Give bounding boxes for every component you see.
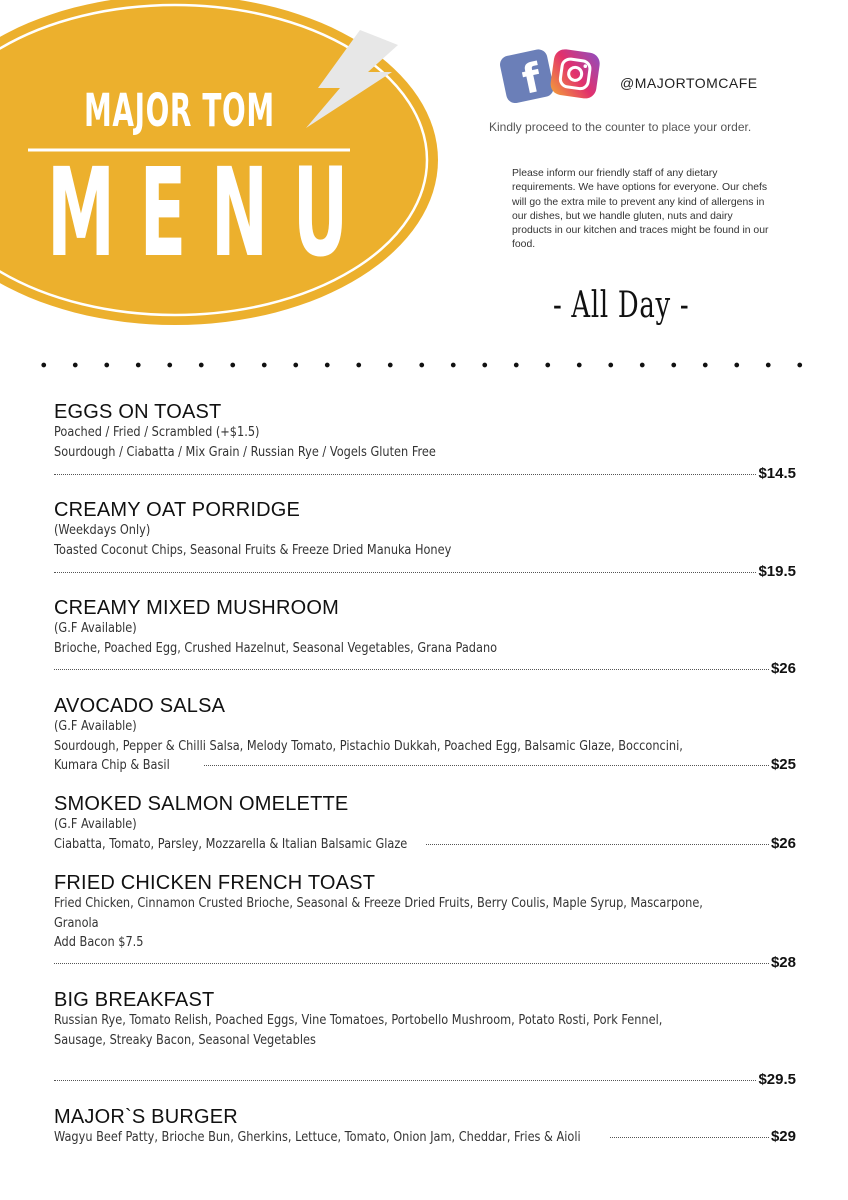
price-row bbox=[54, 563, 796, 580]
item-name: AVOCADO SALSA bbox=[54, 695, 226, 717]
menu-item-majors-burger bbox=[54, 1106, 796, 1152]
item-price: $28 bbox=[770, 954, 796, 971]
facebook-icon bbox=[498, 48, 556, 105]
dotted-leader bbox=[54, 572, 756, 573]
menu-item-eggs-on-toast bbox=[54, 401, 796, 485]
menu-item-fried-chicken-french-toast bbox=[54, 872, 796, 976]
svg-text:f: f bbox=[518, 55, 545, 104]
item-price: $25 bbox=[770, 756, 796, 773]
item-description: Sourdough, Pepper & Chilli Salsa, Melody Tomato, Pistachio Dukkah, Poached Egg, Balsamic Glaze, Bocconcini, bbox=[54, 737, 683, 754]
item-description: (G.F Available) bbox=[54, 620, 137, 636]
item-description: Kumara Chip & Basil bbox=[54, 757, 170, 773]
item-name: CREAMY OAT PORRIDGE bbox=[54, 499, 301, 521]
price-row bbox=[54, 1071, 796, 1088]
item-description: Sourdough / Ciabatta / Mix Grain / Russian Rye / Vogels Gluten Free bbox=[54, 443, 436, 460]
item-description: Brioche, Poached Egg, Crushed Hazelnut, Seasonal Vegetables, Grana Padano bbox=[54, 639, 498, 656]
item-description: Add Bacon $7.5 bbox=[54, 934, 144, 950]
item-name: FRIED CHICKEN FRENCH TOAST bbox=[54, 872, 376, 894]
item-price: $29.5 bbox=[758, 1071, 796, 1088]
menu-item-creamy-oat-porridge bbox=[54, 499, 796, 583]
item-name: BIG BREAKFAST bbox=[54, 989, 215, 1011]
dietary-note: Please inform our friendly staff of any dietary requirements. We have options for everyone. Our chefs will go the extra mile to prevent any kind of allergens in our dishes, but we handle gluten, nuts and dairy products in our kitchen and traces might be found in our food. bbox=[512, 168, 769, 251]
item-description: (G.F Available) bbox=[54, 718, 137, 734]
item-price: $14.5 bbox=[758, 465, 796, 482]
item-price: $26 bbox=[770, 834, 796, 852]
item-description: (Weekdays Only) bbox=[54, 522, 151, 538]
item-description: Granola bbox=[54, 914, 99, 931]
item-description: Poached / Fried / Scrambled (+$1.5) bbox=[54, 424, 260, 440]
item-description: Ciabatta, Tomato, Parsley, Mozzarella & Italian Balsamic Glaze bbox=[54, 835, 408, 852]
order-note: Kindly proceed to the counter to place your order. bbox=[489, 120, 752, 134]
item-price: $19.5 bbox=[758, 563, 796, 580]
menu-item-smoked-salmon-omelette bbox=[54, 793, 796, 857]
price-row bbox=[54, 465, 796, 482]
item-price: $26 bbox=[770, 660, 796, 677]
item-name: MAJOR`S BURGER bbox=[54, 1106, 238, 1128]
item-description: (G.F Available) bbox=[54, 816, 137, 832]
social-handle[interactable]: @MAJORTOMCAFE bbox=[620, 75, 758, 91]
dotted-leader bbox=[54, 474, 756, 475]
price-row bbox=[54, 1128, 796, 1148]
menu-title: MENU bbox=[47, 142, 373, 284]
social-icons bbox=[498, 45, 602, 105]
price-row bbox=[54, 835, 796, 855]
item-name: SMOKED SALMON OMELETTE bbox=[54, 793, 349, 815]
price-row bbox=[54, 660, 796, 677]
dotted-leader bbox=[54, 963, 769, 964]
item-description: Sausage, Streaky Bacon, Seasonal Vegetables bbox=[54, 1031, 316, 1048]
dotted-leader bbox=[426, 844, 769, 845]
item-description: Fried Chicken, Cinnamon Crusted Brioche, Seasonal & Freeze Dried Fruits, Berry Coulis, Maple Syrup, Mascarpone, bbox=[54, 895, 703, 911]
section-title: - All Day - bbox=[553, 285, 690, 326]
item-description: Russian Rye, Tomato Relish, Poached Eggs, Vine Tomatoes, Portobello Mushroom, Potato Rosti, Pork Fennel, bbox=[54, 1012, 663, 1028]
menu-item-creamy-mixed-mushroom bbox=[54, 597, 796, 681]
item-name: CREAMY MIXED MUSHROOM bbox=[54, 597, 339, 619]
menu-item-big-breakfast bbox=[54, 989, 796, 1093]
item-description: Wagyu Beef Patty, Brioche Bun, Gherkins, Lettuce, Tomato, Onion Jam, Cheddar, Fries & Aioli bbox=[54, 1129, 581, 1145]
dot-divider bbox=[28, 360, 828, 370]
dotted-leader bbox=[54, 1080, 756, 1081]
price-row bbox=[54, 954, 796, 971]
dotted-leader bbox=[610, 1137, 769, 1138]
brand-name: MAJOR TOM bbox=[84, 84, 275, 137]
item-price: $29 bbox=[770, 1128, 796, 1145]
item-name: EGGS ON TOAST bbox=[54, 401, 222, 423]
dotted-leader bbox=[204, 765, 769, 766]
dotted-leader bbox=[54, 669, 769, 670]
item-description: Toasted Coconut Chips, Seasonal Fruits & Freeze Dried Manuka Honey bbox=[54, 541, 452, 558]
menu-item-avocado-salsa bbox=[54, 695, 796, 779]
instagram-icon bbox=[549, 48, 601, 100]
price-row bbox=[54, 756, 796, 776]
